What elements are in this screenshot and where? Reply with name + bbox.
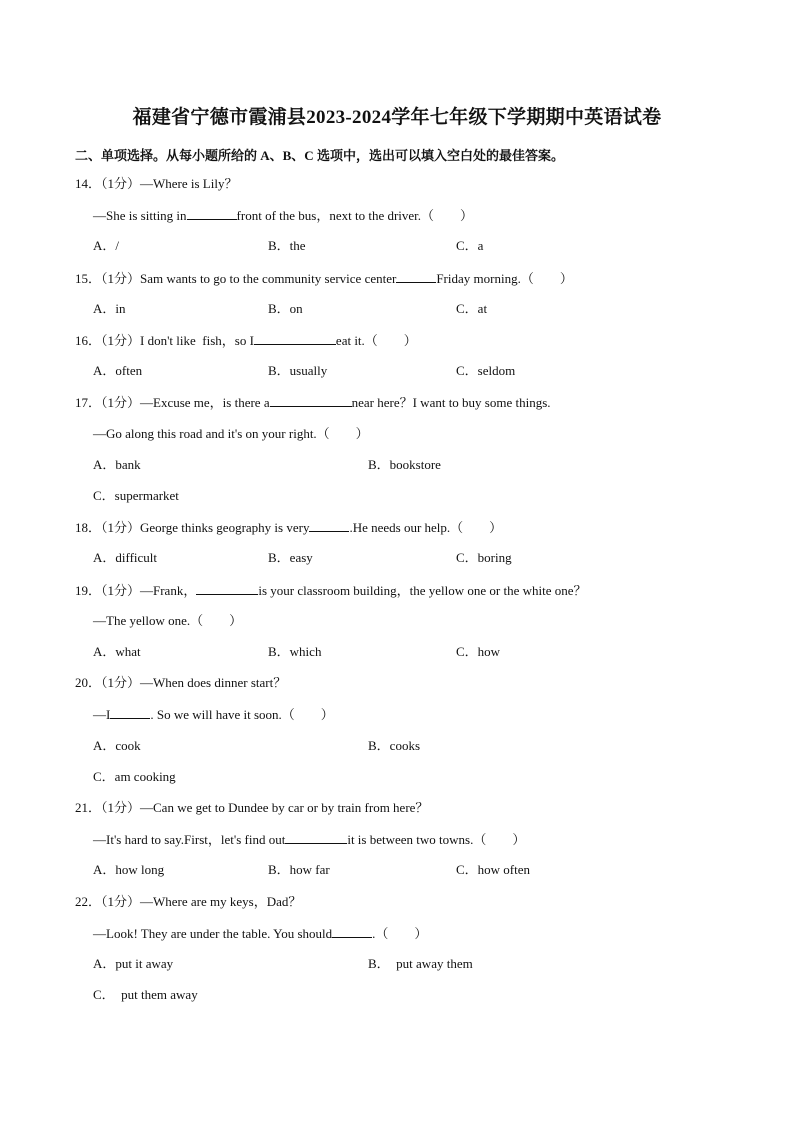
- option-a: A．often: [93, 363, 143, 378]
- option-c: C．boring: [456, 550, 512, 565]
- option-b: B． put away them: [368, 956, 473, 971]
- question-14: 14．（1分）—Where is Lily？: [75, 176, 238, 191]
- answer-blank: [285, 831, 347, 844]
- option-c: C．seldom: [456, 363, 516, 378]
- question-22: 22．（1分）—Where are my keys，Dad？: [75, 894, 302, 909]
- option-c: C．how: [456, 644, 501, 659]
- option-c: C．supermarket: [93, 488, 179, 503]
- option-a: A．put it away: [93, 956, 174, 971]
- question-19-reply: —The yellow one.（ ）: [93, 613, 243, 628]
- question-17-reply: —Go along this road and it's on your right.（ ）: [93, 426, 369, 441]
- option-b: B．usually: [268, 363, 328, 378]
- option-b: B．cooks: [368, 738, 421, 753]
- question-14-text: —She is sitting in front of the bus，next to the driver.（ ）: [93, 208, 474, 223]
- option-b: B．on: [268, 301, 303, 316]
- option-a: A．difficult: [93, 550, 158, 565]
- section-heading: 二、单项选择。从每小题所给的 A、B、C 选项中，选出可以填入空白处的最佳答案。: [75, 148, 564, 163]
- option-c: C． put them away: [93, 987, 198, 1002]
- answer-blank: [396, 270, 436, 283]
- question-22-reply: —Look! They are under the table. You should .（ ）: [93, 926, 428, 941]
- option-a: A．in: [93, 301, 126, 316]
- question-18: 18．（1分）George thinks geography is very .He needs our help.（ ）: [75, 520, 503, 535]
- option-b: B．bookstore: [368, 457, 441, 472]
- answer-blank: [332, 925, 372, 938]
- question-17: 17．（1分）—Excuse me，is there a near here？I want to buy some things.: [75, 395, 551, 410]
- question-19: 19．（1分）—Frank， is your classroom building，the yellow one or the white one？: [75, 583, 587, 598]
- question-21-reply: —It's hard to say.First，let's find out it is between two towns.（ ）: [93, 832, 526, 847]
- option-a: A．cook: [93, 738, 141, 753]
- question-20: 20．（1分）—When does dinner start？: [75, 675, 287, 690]
- question-16: 16．（1分）I don't like fish，so I eat it.（ ）: [75, 333, 417, 348]
- page-title: 福建省宁德市霞浦县2023-2024学年七年级下学期期中英语试卷: [132, 107, 662, 128]
- answer-blank: [196, 582, 258, 595]
- answer-blank: [110, 706, 150, 719]
- answer-blank: [309, 519, 349, 532]
- option-b: B．easy: [268, 550, 313, 565]
- option-b: B．which: [268, 644, 322, 659]
- option-b: B．how far: [268, 862, 330, 877]
- question-21: 21．（1分）—Can we get to Dundee by car or by train from here？: [75, 800, 429, 815]
- question-20-reply: —I . So we will have it soon.（ ）: [93, 707, 334, 722]
- option-c: C．am cooking: [93, 769, 176, 784]
- option-a: A．bank: [93, 457, 141, 472]
- option-a: A．/: [93, 238, 120, 253]
- answer-blank: [254, 332, 336, 345]
- option-a: A．what: [93, 644, 141, 659]
- option-a: A．how long: [93, 862, 165, 877]
- question-15: 15．（1分）Sam wants to go to the community service center Friday morning.（ ）: [75, 271, 573, 286]
- option-c: C．at: [456, 301, 488, 316]
- option-c: C．how often: [456, 862, 531, 877]
- option-b: B．the: [268, 238, 306, 253]
- answer-blank: [187, 207, 237, 220]
- answer-blank: [270, 394, 352, 407]
- option-c: C．a: [456, 238, 484, 253]
